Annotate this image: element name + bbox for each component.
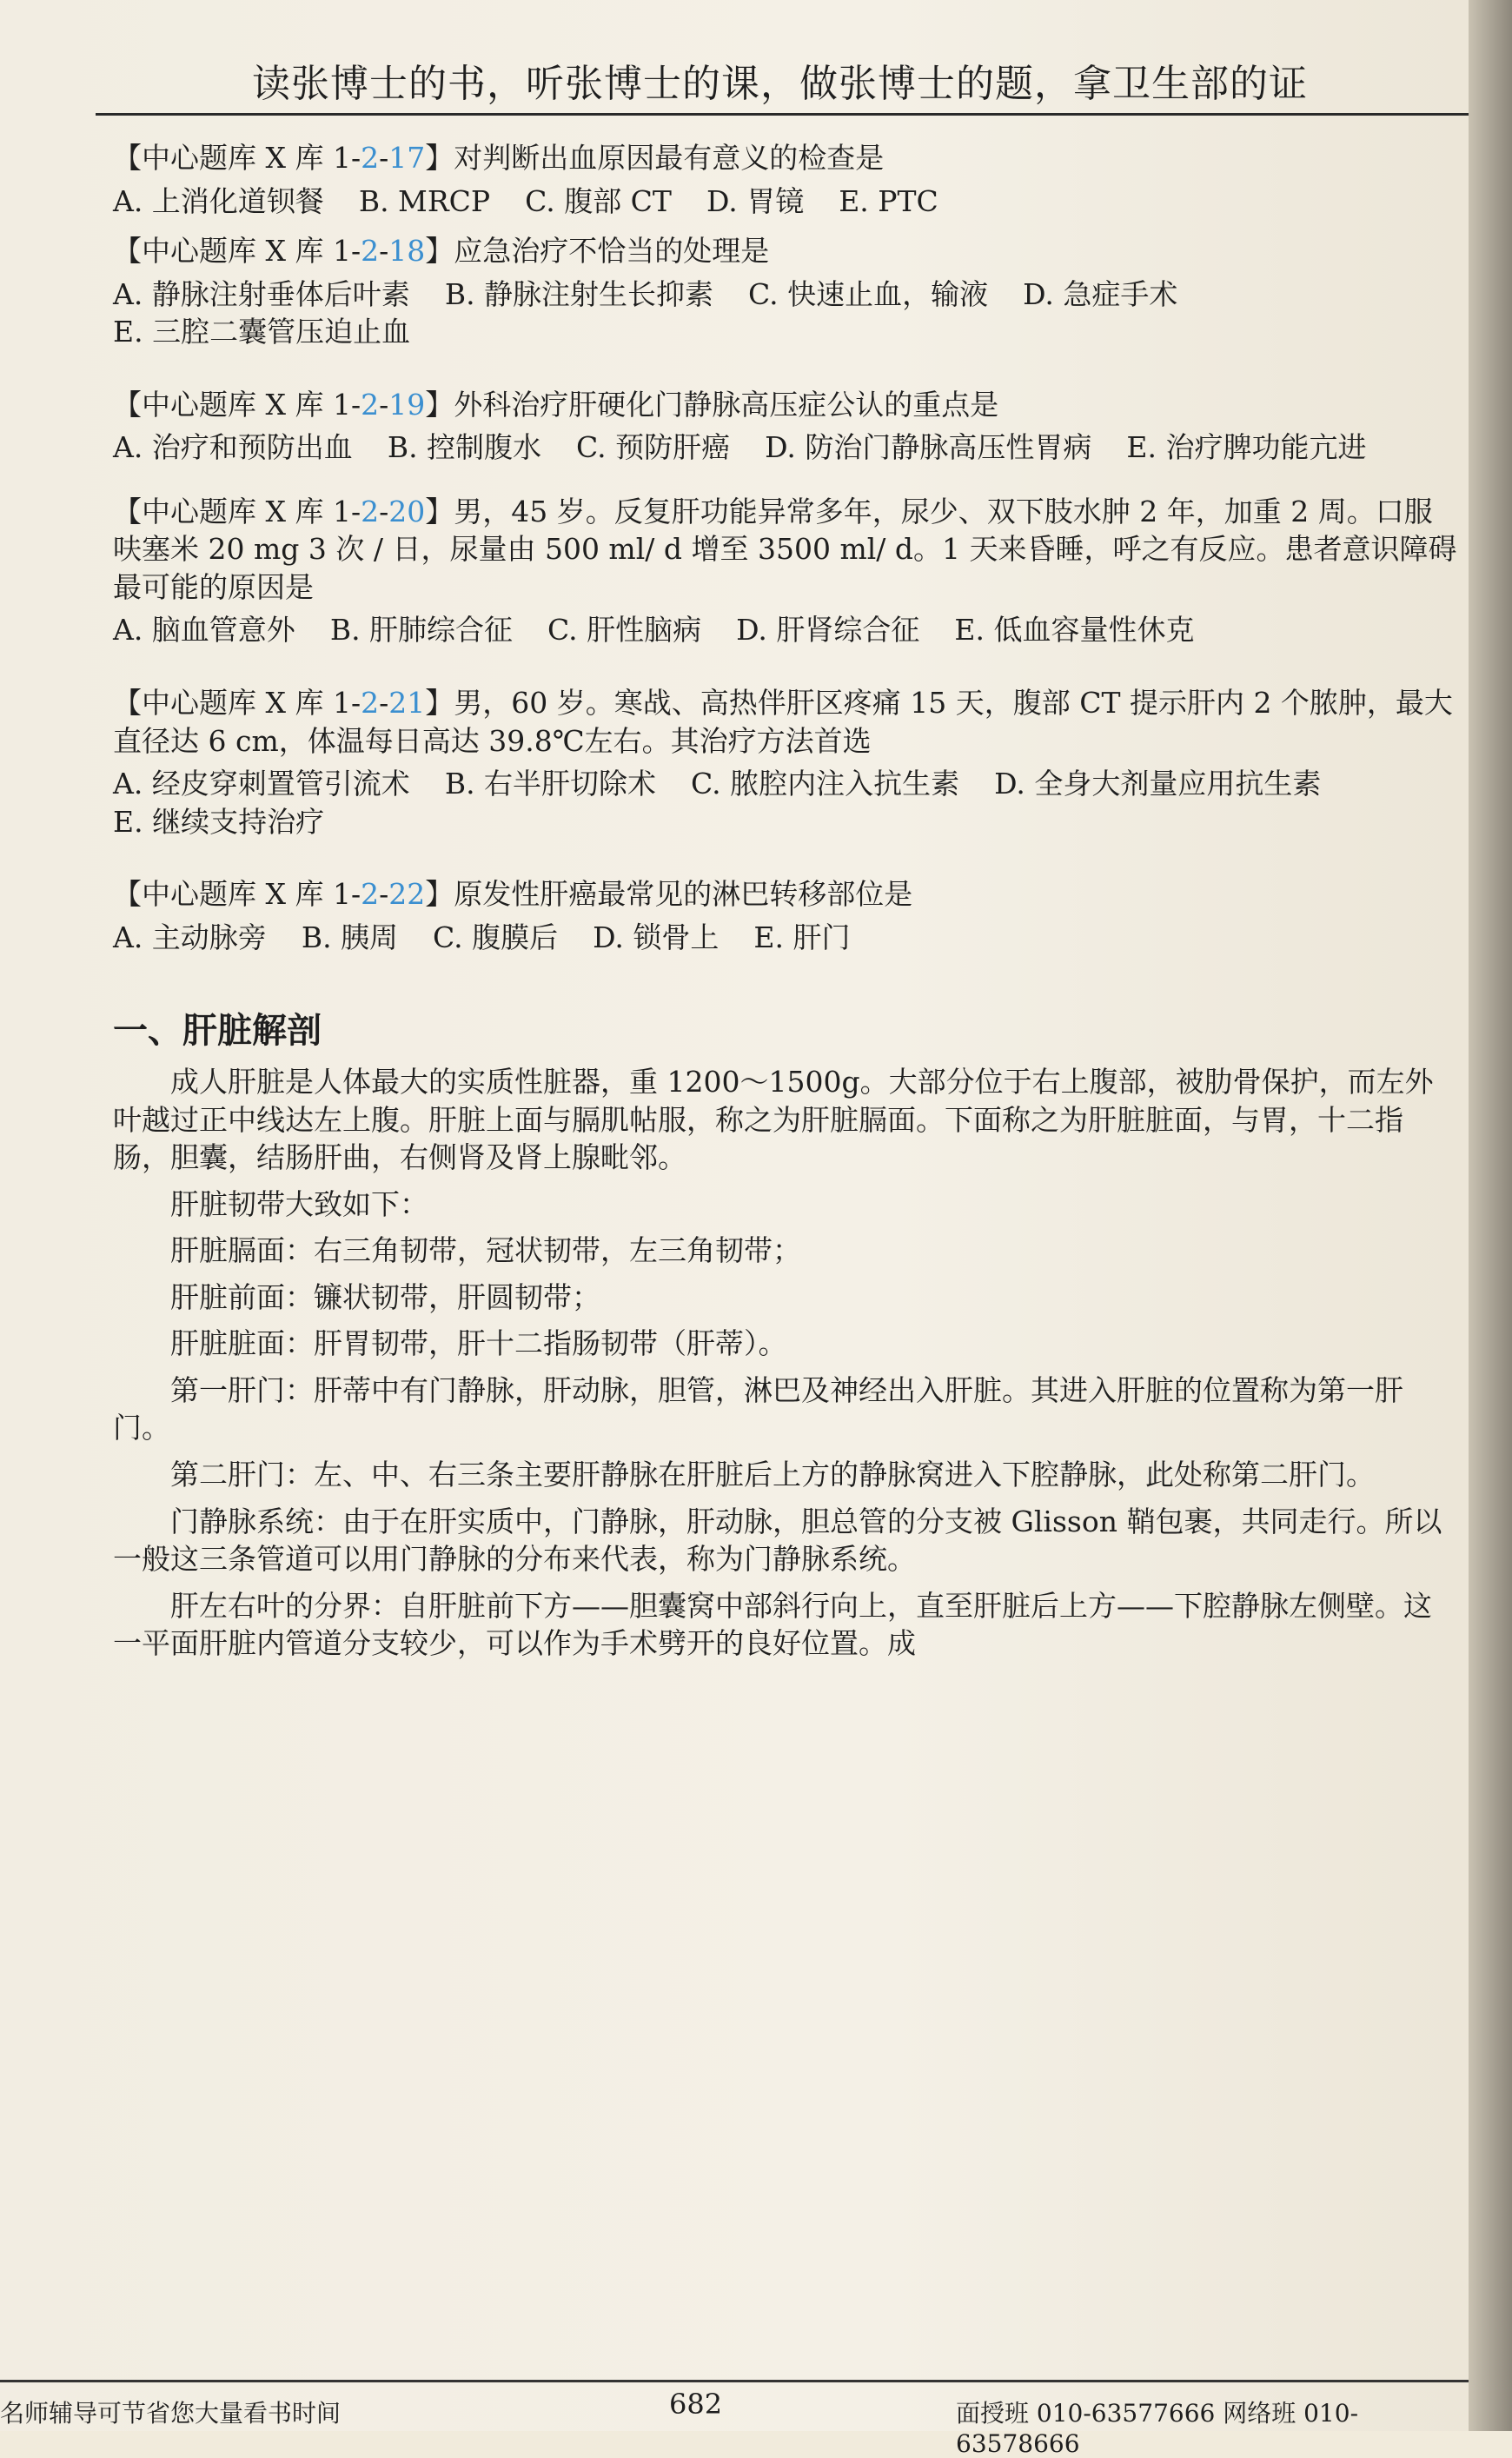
- paragraph: 肝脏脏面：肝胃韧带，肝十二指肠韧带（肝蒂）。: [170, 1326, 787, 1361]
- paragraph: 肝脏韧带大致如下：: [170, 1186, 428, 1221]
- option-a: A. 主动脉旁: [113, 920, 267, 954]
- question-17: [113, 139, 1460, 220]
- option-d: D. 急症手术: [1023, 276, 1178, 311]
- option-e: E. 继续支持治疗: [113, 804, 325, 839]
- option-c: C. 快速止血，输液: [748, 276, 989, 311]
- question-chapter: 2: [361, 494, 380, 528]
- question-label-end: 】: [425, 234, 454, 269]
- question-number: 22: [388, 877, 426, 912]
- question-label-end: 】: [425, 141, 454, 175]
- question-label: 【中心题库 X 库 1-: [113, 494, 361, 528]
- option-d: D. 全身大剂量应用抗生素: [994, 767, 1322, 801]
- option-list: [113, 765, 1460, 840]
- question-label-end: 】: [425, 387, 454, 422]
- paragraph: 肝脏膈面：右三角韧带，冠状韧带，左三角韧带；: [170, 1233, 801, 1268]
- option-list: [113, 428, 1460, 467]
- option-list: [113, 611, 1460, 649]
- option-c: C. 肝性脑病: [547, 613, 702, 648]
- footer-contact: 面授班 010-63577666 网络班 010-63578666: [956, 2399, 1359, 2458]
- header-title: 读张博士的书，听张博士的课，做张博士的题，拿卫生部的证: [252, 62, 1308, 106]
- option-b: B. 肝肺综合征: [329, 613, 514, 648]
- question-20: [113, 493, 1460, 649]
- question-chapter: 2: [361, 387, 380, 422]
- question-number: 17: [388, 141, 426, 175]
- option-b: B. 胰周: [301, 920, 399, 954]
- page-number: 682: [669, 2388, 723, 2421]
- question-text: 应急治疗不恰当的处理是: [454, 234, 770, 269]
- option-e: E. 三腔二囊管压迫止血: [113, 315, 411, 349]
- question-19: [113, 386, 1460, 467]
- option-d: D. 胃镜: [706, 183, 805, 218]
- option-b: B. 右半肝切除术: [444, 767, 657, 801]
- option-e: E. PTC: [839, 183, 938, 218]
- question-label: 【中心题库 X 库 1-: [113, 141, 361, 175]
- option-b: B. 控制腹水: [387, 430, 542, 465]
- question-dash: -: [379, 387, 389, 422]
- section-title: 一、肝脏解剖: [113, 1010, 322, 1052]
- option-d: D. 肝肾综合征: [736, 613, 920, 648]
- option-a: A. 脑血管意外: [113, 613, 295, 648]
- option-d: D. 锁骨上: [593, 920, 720, 954]
- option-list: [113, 276, 1460, 351]
- page-edge: [1469, 0, 1512, 2431]
- question-label-end: 】: [425, 494, 454, 528]
- question-chapter: 2: [361, 141, 380, 175]
- question-text: 原发性肝癌最常见的淋巴转移部位是: [454, 877, 913, 912]
- question-number: 21: [388, 686, 426, 721]
- option-b: B. 静脉注射生长抑素: [444, 276, 714, 311]
- question-18: [113, 232, 1460, 351]
- paragraph: 成人肝脏是人体最大的实质性脏器，重 1200～1500g。大部分位于右上腹部，被肋骨保护，而左外叶越过正中线达左上腹。肝脏上面与膈肌帖服，称之为肝脏膈面。下面称之为肝脏脏面，与胃，十二指肠，胆囊，结肠肝曲，右侧肾及肾上腺毗邻。: [113, 1065, 1434, 1175]
- paragraph: 第二肝门：左、中、右三条主要肝静脉在肝脏后上方的静脉窝进入下腔静脉，此处称第二肝门。: [170, 1458, 1375, 1492]
- question-label: 【中心题库 X 库 1-: [113, 686, 361, 721]
- paragraph: 肝左右叶的分界：自肝脏前下方——胆囊窝中部斜行向上，直至肝脏后上方——下腔静脉左侧壁。这一平面肝脏内管道分支较少，可以作为手术劈开的良好位置。成: [113, 1588, 1432, 1661]
- question-label-end: 】: [425, 686, 454, 721]
- page-content: [113, 139, 1460, 1671]
- option-a: A. 治疗和预防出血: [113, 430, 353, 465]
- page-footer: [0, 2380, 1469, 2458]
- paragraph: 第一肝门：肝蒂中有门静脉，肝动脉，胆管，淋巴及神经出入肝脏。其进入肝脏的位置称为第一肝门。: [113, 1372, 1403, 1445]
- paragraph: 门静脉系统：由于在肝实质中，门静脉，肝动脉，胆总管的分支被 Glisson 鞘包裹，共同走行。所以一般这三条管道可以用门静脉的分布来代表，称为门静脉系统。: [113, 1504, 1442, 1577]
- question-number: 20: [388, 494, 426, 528]
- option-e: E. 低血容量性休克: [954, 613, 1195, 648]
- question-dash: -: [379, 877, 389, 912]
- question-text: 对判断出血原因最有意义的检查是: [454, 141, 885, 175]
- question-number: 18: [388, 234, 426, 269]
- question-chapter: 2: [361, 234, 380, 269]
- option-c: C. 预防肝癌: [576, 430, 731, 465]
- question-text: 男，60 岁。寒战、高热伴肝区疼痛 15 天，腹部 CT 提示肝内 2 个脓肿，最大直径达 6 cm，体温每日高达 39.8℃左右。其治疗方法首选: [113, 686, 1453, 758]
- question-text: 男，45 岁。反复肝功能异常多年，尿少、双下肢水肿 2 年，加重 2 周。口服呋塞米 20 mg 3 次 / 日，尿量由 500 ml/ d 增至 3500 ml/ d。1 天来昏睡，呼之有反应。患者意识障碍最可能的原因是: [113, 494, 1457, 604]
- option-b: B. MRCP: [358, 183, 491, 218]
- question-dash: -: [379, 686, 389, 721]
- option-c: C. 腹膜后: [433, 920, 559, 954]
- question-number: 19: [388, 387, 426, 422]
- question-22: [113, 875, 1460, 956]
- question-dash: -: [379, 141, 389, 175]
- option-a: A. 静脉注射垂体后叶素: [113, 276, 410, 311]
- option-c: C. 脓腔内注入抗生素: [691, 767, 960, 801]
- question-chapter: 2: [361, 686, 380, 721]
- option-a: A. 经皮穿刺置管引流术: [113, 767, 410, 801]
- footer-slogan: 名师辅导可节省您大量看书时间: [0, 2399, 342, 2428]
- question-dash: -: [379, 234, 389, 269]
- option-list: [113, 919, 1460, 957]
- paragraph: 肝脏前面：镰状韧带，肝圆韧带；: [170, 1279, 600, 1314]
- question-label-end: 】: [425, 877, 454, 912]
- question-chapter: 2: [361, 877, 380, 912]
- option-d: D. 防治门静脉高压性胃病: [765, 430, 1092, 465]
- option-c: C. 腹部 CT: [525, 183, 672, 218]
- question-label: 【中心题库 X 库 1-: [113, 387, 361, 422]
- option-e: E. 治疗脾功能亢进: [1126, 430, 1367, 465]
- option-a: A. 上消化道钡餐: [113, 183, 324, 218]
- question-dash: -: [379, 494, 389, 528]
- question-label: 【中心题库 X 库 1-: [113, 877, 361, 912]
- page-header: [96, 35, 1469, 116]
- option-e: E. 肝门: [753, 920, 851, 954]
- question-text: 外科治疗肝硬化门静脉高压症公认的重点是: [454, 387, 999, 422]
- question-label: 【中心题库 X 库 1-: [113, 234, 361, 269]
- question-21: [113, 684, 1460, 840]
- option-list: [113, 183, 1460, 221]
